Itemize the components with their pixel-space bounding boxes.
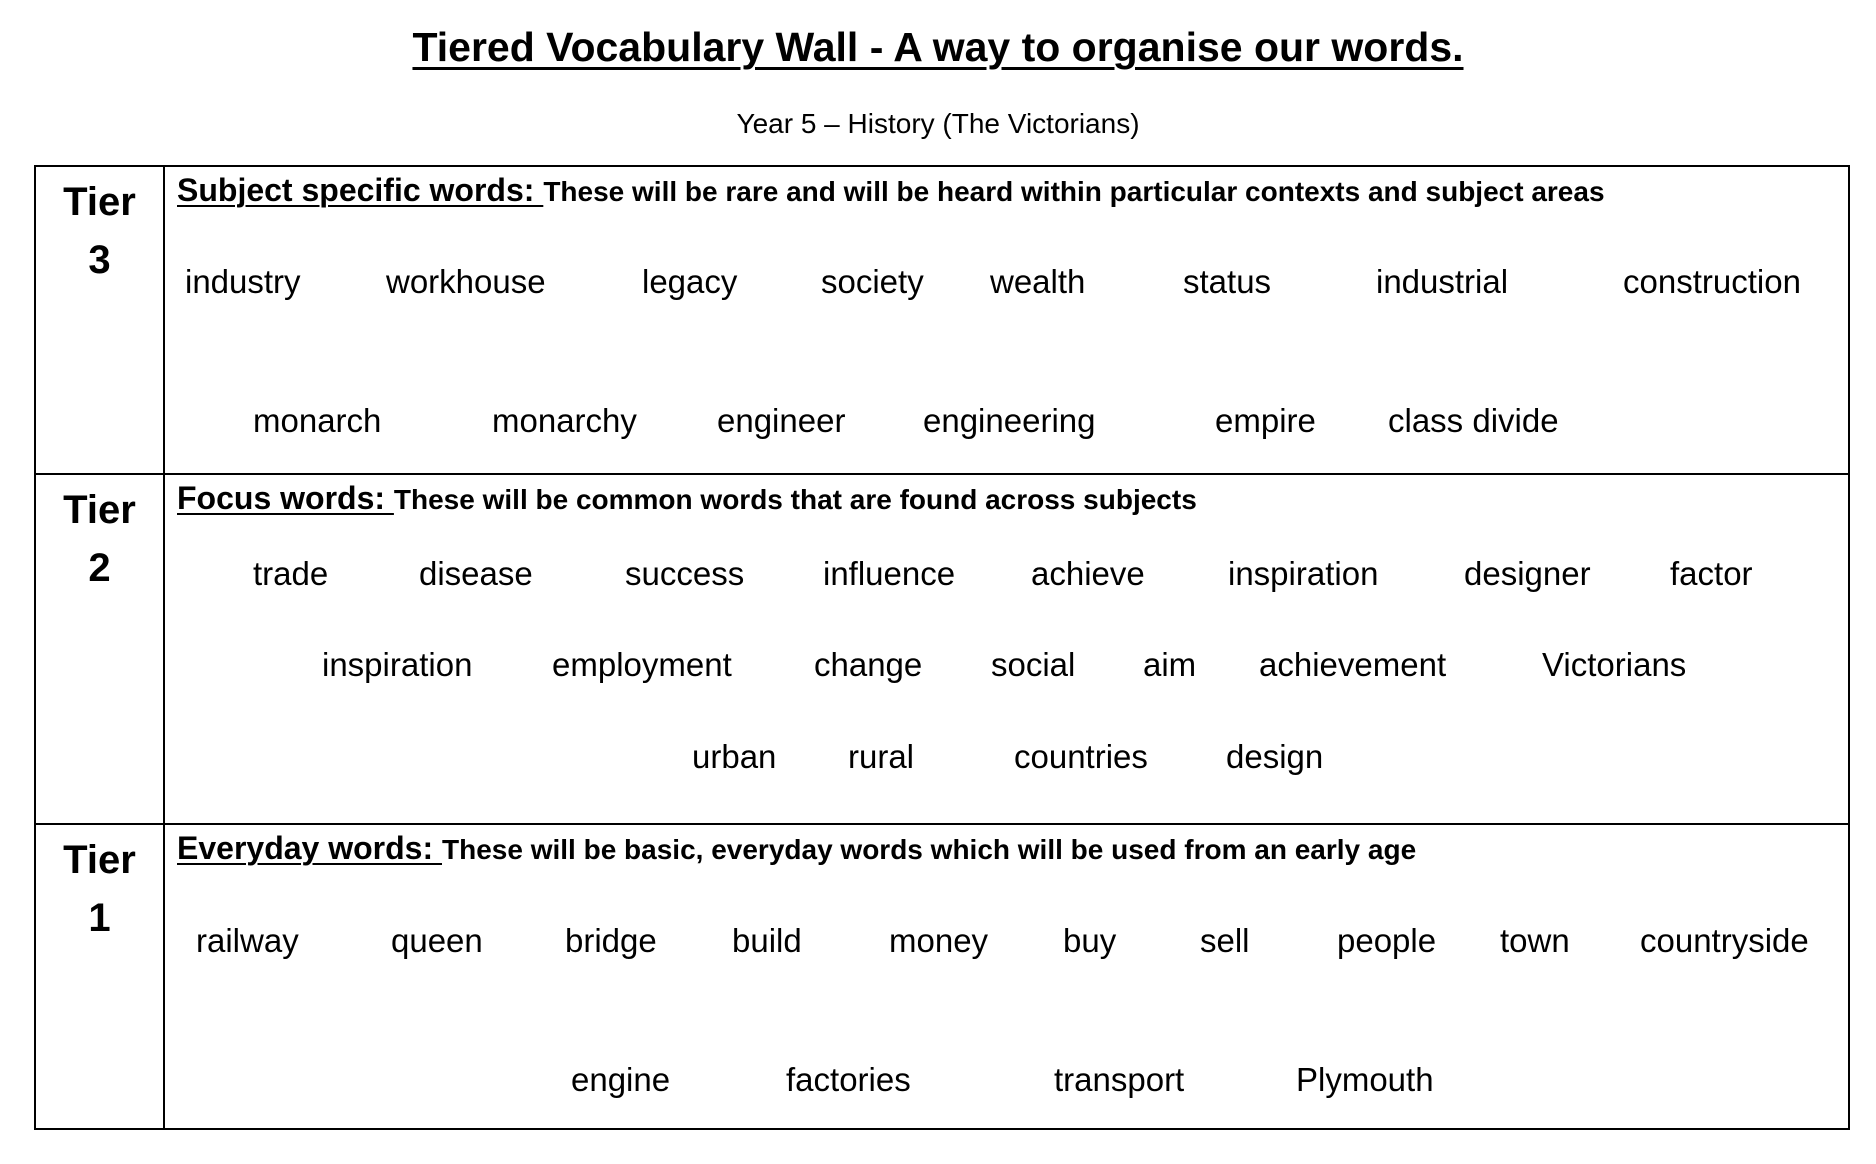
vocab-word: people — [1337, 922, 1437, 959]
tier-3-heading — [177, 172, 1605, 209]
tier-number: 3 — [88, 238, 111, 282]
vocab-word: construction — [1623, 263, 1801, 300]
tier-label: Tier — [63, 180, 136, 224]
vocab-word: society — [821, 263, 924, 300]
vocab-word: designer — [1464, 555, 1591, 592]
heading-description: These will be basic, everyday words which will be used from an early age — [442, 834, 1417, 865]
vocab-word: buy — [1063, 922, 1117, 959]
page-subtitle: Year 5 – History (The Victorians) — [736, 108, 1140, 139]
vocab-word: empire — [1215, 402, 1316, 439]
vocab-word: monarch — [253, 402, 382, 439]
heading-label: Focus words: — [177, 480, 394, 516]
vocab-word: success — [625, 555, 745, 592]
vocab-word: queen — [391, 922, 483, 959]
vocab-word: influence — [823, 555, 956, 592]
vocab-word: legacy — [642, 263, 738, 300]
tier-3-label-cell — [36, 167, 165, 473]
tier-3-content — [165, 167, 1848, 473]
vocab-word: inspiration — [322, 646, 473, 683]
vocab-word: change — [814, 646, 923, 683]
vocab-word: sell — [1200, 922, 1250, 959]
vocab-word: industry — [185, 263, 301, 300]
vocab-word: transport — [1054, 1061, 1185, 1098]
vocab-word: bridge — [565, 922, 657, 959]
vocab-word: Victorians — [1542, 646, 1687, 683]
vocab-word: aim — [1143, 646, 1197, 683]
tier-label: Tier — [63, 838, 136, 882]
vocab-word: factor — [1670, 555, 1753, 592]
tier-1-content — [165, 825, 1848, 1130]
vocab-word: industrial — [1376, 263, 1509, 300]
heading-description: These will be common words that are found across subjects — [393, 484, 1197, 515]
vocab-word: achieve — [1031, 555, 1145, 592]
tier-2-label-cell — [36, 475, 165, 823]
vocab-word: engineering — [923, 402, 1096, 439]
heading-label: Subject specific words: — [177, 172, 544, 208]
tier-3-row — [36, 167, 1848, 475]
tier-number: 1 — [88, 896, 111, 940]
heading-description: These will be rare and will be heard within particular contexts and subject areas — [543, 176, 1605, 207]
vocab-word: trade — [253, 555, 329, 592]
tier-1-heading — [177, 830, 1416, 867]
vocab-word: rural — [848, 738, 915, 775]
vocab-word: railway — [196, 922, 299, 959]
vocab-word: build — [732, 922, 802, 959]
vocab-word: social — [991, 646, 1076, 683]
vocab-word: countries — [1014, 738, 1148, 775]
vocab-word: countryside — [1640, 922, 1809, 959]
tier-2-row — [36, 475, 1848, 825]
tier-label: Tier — [63, 488, 136, 532]
vocab-word: employment — [552, 646, 732, 683]
vocab-word: factories — [786, 1061, 911, 1098]
vocab-word: engineer — [717, 402, 846, 439]
vocab-word: engine — [571, 1061, 671, 1098]
vocabulary-table — [34, 165, 1850, 1130]
tier-1-row — [36, 825, 1848, 1130]
vocab-word: workhouse — [386, 263, 546, 300]
vocab-word: money — [889, 922, 989, 959]
tier-2-content — [165, 475, 1848, 823]
heading-label: Everyday words: — [177, 830, 442, 866]
vocab-word: inspiration — [1228, 555, 1379, 592]
tier-2-heading — [177, 480, 1197, 517]
vocab-word: urban — [692, 738, 777, 775]
page-title: Tiered Vocabulary Wall - A way to organise our words. — [412, 24, 1464, 70]
vocab-word: Plymouth — [1296, 1061, 1434, 1098]
vocab-word: design — [1226, 738, 1324, 775]
vocab-word: class divide — [1388, 402, 1559, 439]
vocab-word: disease — [419, 555, 533, 592]
vocab-word: monarchy — [492, 402, 637, 439]
vocab-word: status — [1183, 263, 1272, 300]
tier-number: 2 — [88, 546, 111, 590]
vocab-word: wealth — [990, 263, 1086, 300]
tier-1-label-cell — [36, 825, 165, 1130]
vocab-word: town — [1500, 922, 1570, 959]
vocab-word: achievement — [1259, 646, 1447, 683]
